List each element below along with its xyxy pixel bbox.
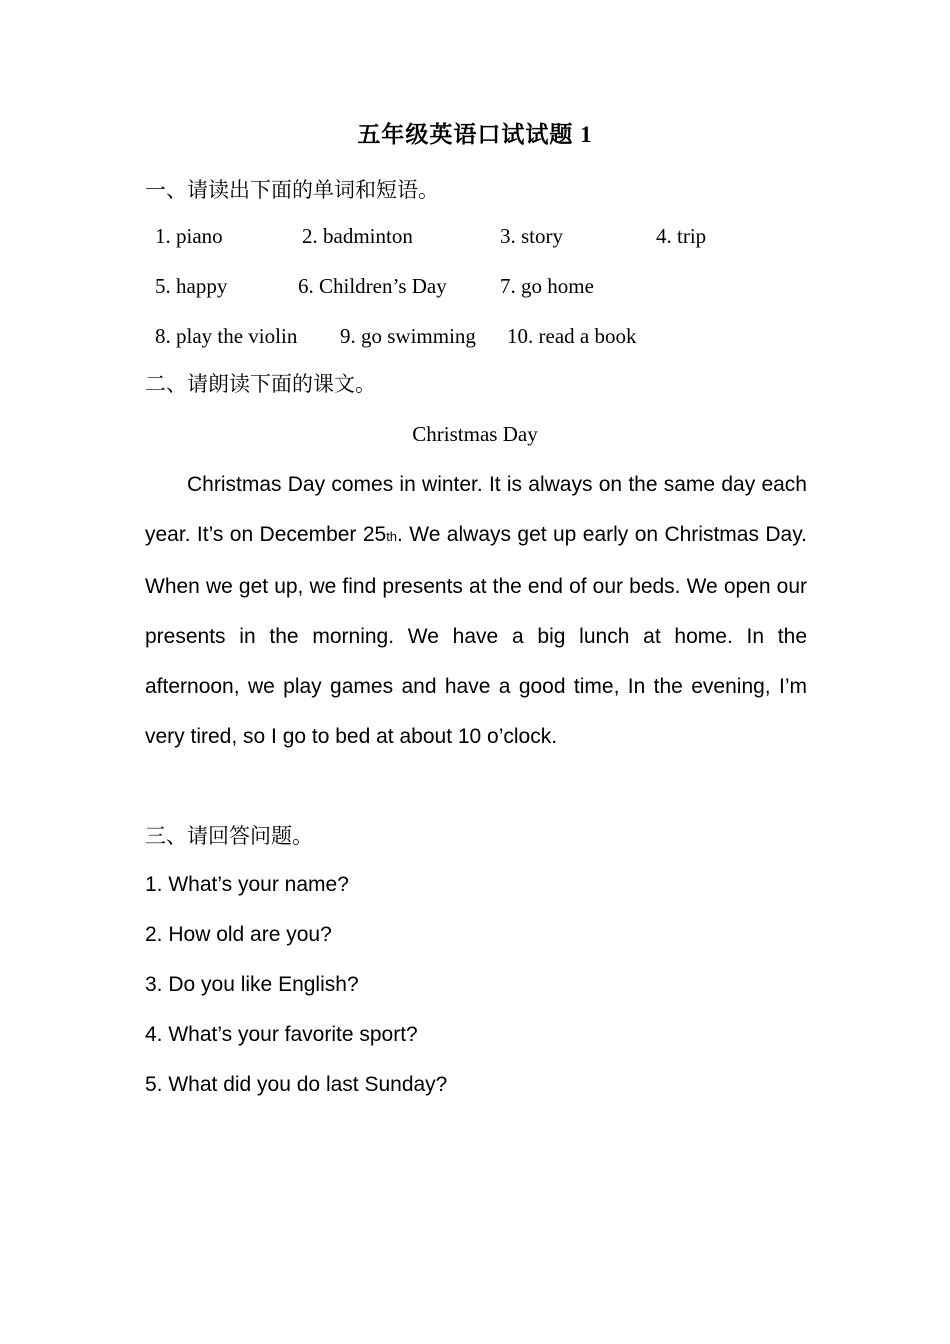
question-item: 2. How old are you? [145,923,332,946]
passage-text-after: . We always get up early on Christmas Day. When we get up, we find presents at the end of our beds. We open our presents in the morning. We have a big lunch at home. In the afternoon, we play games and have a good time, In the evening, I’m very tired, so I go to bed at about 10 o’clock. [145,523,807,748]
word-item: 3. story [500,224,563,248]
word-item: 2. badminton [302,224,413,248]
word-item: 10. read a book [507,324,637,348]
passage-ordinal-suffix: th [386,529,398,544]
section3-heading: 三、请回答问题。 [145,824,313,848]
question-item: 5. What did you do last Sunday? [145,1073,448,1096]
word-item: 9. go swimming [340,324,476,348]
passage-paragraph [145,460,807,762]
word-item: 1. piano [155,224,223,248]
question-item: 1. What’s your name? [145,873,349,896]
word-item: 6. Children’s Day [298,274,447,298]
question-item: 3. Do you like English? [145,973,359,996]
passage-text-before: Christmas Day comes in winter. It is always on the same day each year. It’s on December 25 [145,473,807,546]
word-list-row [0,224,950,256]
question-item: 4. What’s your favorite sport? [145,1023,418,1046]
word-item: 8. play the violin [155,324,298,348]
word-list-row [0,274,950,306]
word-item: 5. happy [155,274,228,298]
word-list-row [0,324,950,356]
word-item: 7. go home [500,274,594,298]
section1-heading: 一、请读出下面的单词和短语。 [145,178,439,202]
section2-heading: 二、请朗读下面的课文。 [145,372,376,396]
page-title: 五年级英语口试试题 1 [357,122,593,147]
word-item: 4. trip [656,224,707,248]
passage-title: Christmas Day [412,422,538,446]
question-list [145,860,845,1110]
